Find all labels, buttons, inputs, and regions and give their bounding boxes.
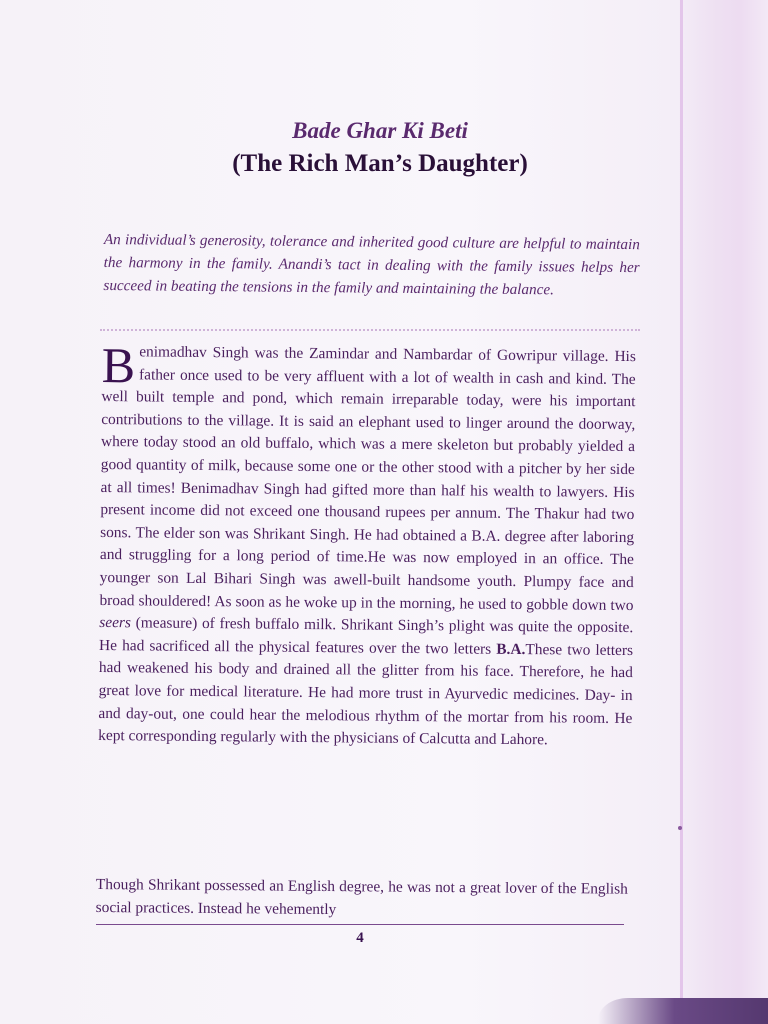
chapter-subtitle: (The Rich Man’s Daughter)	[232, 150, 528, 177]
body-text-part-1: enimadhav Singh was the Zamindar and Nambardar of Gowripur village. His father once used to be very affluent with a lot of wealth in cash and kind. The well built temple and pond, which remain irreparable today, were his important contributions to the village. It is said an elephant used to linger around the doorway, where today stood an old buffalo, which was a mere skeleton but probably yielded a good quantity of milk, because some one or the other stood with a pitcher by her side at all times! Benimadhav Singh had gifted more than half his wealth to lawyers. His present income did not exceed one thousand rupees per annum. The Thakur had two sons. The elder son was Shrikant Singh. He had obtained a B.A. degree after laboring and struggling for a long period of time.He was now employed in an office. The younger son Lal Bihari Singh was awell-built handsome youth. Plumpy face and broad shouldered! As soon as he woke up in the morning, he used to gobble down two	[99, 343, 636, 614]
book-cover-corner	[598, 998, 768, 1024]
body-paragraph-2: Though Shrikant possessed an English degree, he was not a great lover of the English social practices. Instead he vehemently	[95, 875, 628, 919]
ink-mark	[678, 826, 682, 830]
drop-cap: B	[101, 337, 136, 394]
chapter-intro: An individual’s generosity, tolerance and inherited good culture are helpful to maintain the harmony in the family. Anandi’s tact in dealing with the family issues helps her succeed in beating the tensions in the family and maintaining the balance.	[103, 230, 640, 299]
footer-rule	[96, 924, 624, 925]
page-edge-line	[680, 0, 683, 1024]
dotted-divider	[100, 329, 640, 331]
body-text-ba: B.A.	[496, 640, 526, 658]
body-paragraph-1	[98, 337, 636, 753]
body-text-seers: seers	[99, 614, 132, 632]
book-spine-shadow	[678, 0, 768, 1024]
body-text-part-2: (measure) of fresh buffalo milk. Shrikant Singh’s plight was quite the opposite. He had sacrificed all the physical features over the two letters	[98, 614, 634, 658]
body-text-part-3: These two letters had weakened his body and drained all the glitter from his face. Therefore, he had great love for medical literature. He had more trust in Ayurvedic medicines. Day- in and day-out, one could hear the melodious rhythm of the mortar from his room. He kept corresponding regularly with the physicians of Calcutta and Lahore.	[98, 640, 634, 749]
chapter-title: Bade Ghar Ki Beti	[292, 118, 468, 143]
page-number: 4	[356, 930, 364, 946]
